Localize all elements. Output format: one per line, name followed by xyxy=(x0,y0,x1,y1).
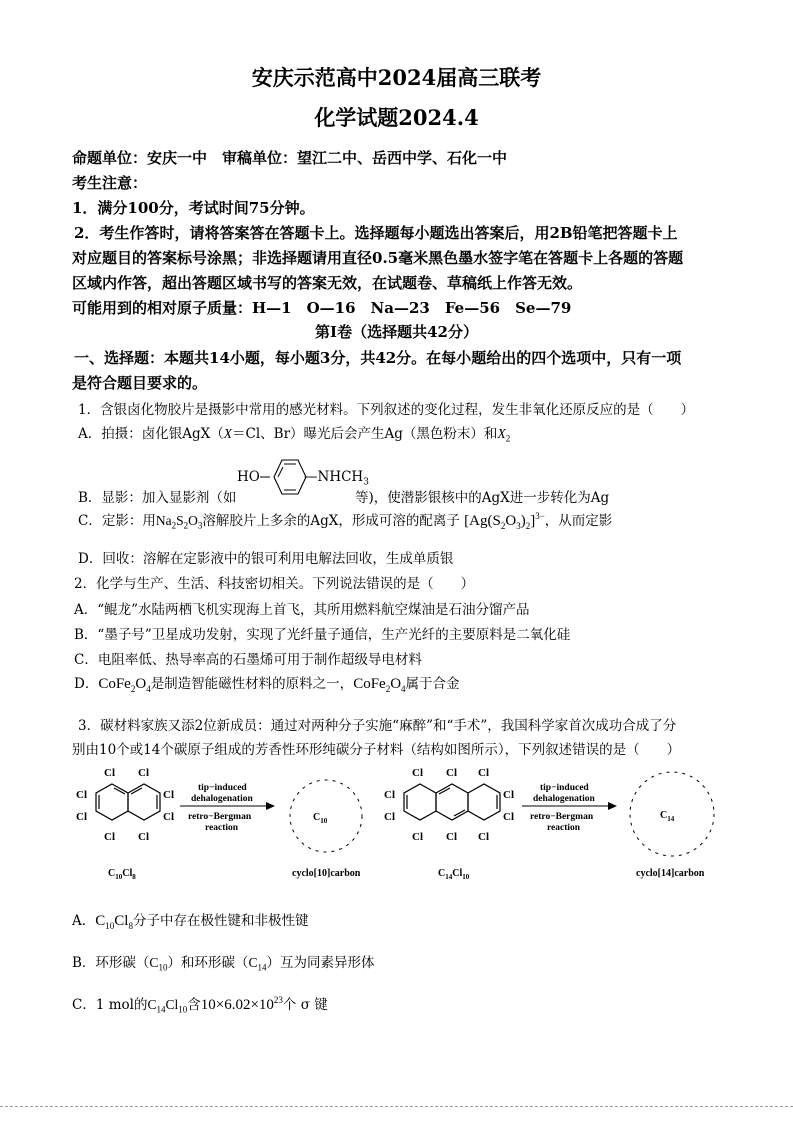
svg-text:Cl: Cl xyxy=(412,767,423,779)
note-2-line-2: 对应题目的答案标号涂黑；非选择题请用直径0.5毫米黑色墨水签字笔在答题卡上各题的答题 xyxy=(72,249,684,267)
svg-text:Cl: Cl xyxy=(104,831,115,843)
svg-text:C14: $C_{14}$ xyxy=(660,810,675,823)
q3-option-c: C．1 mol的$C_{14}Cl_{10}$含$10\times 6.02\times 10^{23}$个 σ 键 xyxy=(72,995,328,1015)
label-c10cl8: $C_{10}Cl_8$ xyxy=(108,868,136,881)
notice-title: 考生注意： xyxy=(72,174,148,192)
svg-text:Cl: Cl xyxy=(384,789,395,801)
svg-text:Cl: Cl xyxy=(503,789,514,801)
reaction-arrow-2 xyxy=(522,783,617,833)
exam-title: 安庆示范高中2024届高三联考 xyxy=(251,65,542,90)
c10cl8-structure xyxy=(96,784,160,820)
c14cl10-structure xyxy=(404,784,500,820)
svg-text:Cl: Cl xyxy=(163,789,174,801)
section-heading: 第Ⅰ卷（选择题共42分） xyxy=(315,323,478,341)
q1-option-d: D．回收：溶解在定影液中的银可利用电解法回收，生成单质银 xyxy=(78,551,454,567)
svg-text:Cl: Cl xyxy=(104,767,115,779)
label-cyclo14: cyclo[14]carbon xyxy=(636,868,705,879)
page-bottom-rule xyxy=(0,1106,793,1107)
q3-structure-figure xyxy=(70,762,730,884)
svg-text:Cl: Cl xyxy=(163,811,174,823)
cyclo14-ring xyxy=(630,772,714,856)
q1-option-b-tail: 等)，使潜影银核中的AgX进一步转化为Ag xyxy=(355,490,610,506)
q1-stem: 1．含银卤化物胶片是摄影中常用的感光材料。下列叙述的变化过程，发生非氧化还原反应的是（ ） xyxy=(78,402,695,418)
svg-text:retro−Bergman: retro−Bergman xyxy=(188,812,252,822)
q2-option-a: A．“鲲龙”水陆两栖飞机实现海上首飞，其所用燃料航空煤油是石油分馏产品 xyxy=(74,602,530,618)
q3-stem-1: 3．碳材料家族又添2位新成员：通过对两种分子实施“麻醉”和“手术”，我国科学家首次成功合成了分 xyxy=(78,718,677,734)
label-cyclo10: cyclo[10]carbon xyxy=(292,868,361,879)
q2-stem: 2．化学与生产、生活、科技密切相关。下列说法错误的是（ ） xyxy=(74,576,475,592)
svg-text:Cl: Cl xyxy=(478,767,489,779)
label-c14cl10: $C_{14}Cl_{10}$ xyxy=(438,868,470,881)
q3-option-b: B．环形碳$(C_{10})$和环形碳$(C_{14})$互为同素异形体 xyxy=(72,955,375,973)
svg-text:Cl: Cl xyxy=(384,811,395,823)
q3-option-a: A．$C_{10}Cl_8$分子中存在极性键和非极性键 xyxy=(72,913,309,931)
note-2-line-1: 2．考生作答时，请将答案答在答题卡上。选择题每小题选出答案后，用2B铅笔把答题卡上 xyxy=(74,224,678,242)
exam-subtitle: 化学试题2024.4 xyxy=(314,105,479,130)
q2-option-d: D．$CoFe_2O_4$是制造智能磁性材料的原料之一，$CoFe_2O_4$属于合金 xyxy=(74,676,460,694)
q3-stem-2: 别由10个或14个碳原子组成的芳香性环形纯碳分子材料（结构如图所示），下列叙述错误的是（ ） xyxy=(72,742,681,758)
svg-text:reaction: reaction xyxy=(205,823,239,833)
q2-option-c: C．电阻率低、热导率高的石墨烯可用于制作超级导电材料 xyxy=(74,652,422,668)
svg-text:dehalogenation: dehalogenation xyxy=(191,794,253,804)
q1-ho-label: HO xyxy=(237,469,260,485)
svg-text:Cl: Cl xyxy=(76,811,87,823)
q2-option-b: B．“墨子号”卫星成功发射，实现了光纤量子通信，生产光纤的主要原料是二氧化硅 xyxy=(74,627,571,643)
svg-text:Cl: Cl xyxy=(446,831,457,843)
cyclo10-ring xyxy=(290,780,362,852)
reaction-arrow-1 xyxy=(180,783,275,833)
q1-option-b: B．显影：加入显影剂（如 xyxy=(78,490,237,506)
q1-nhch3-label: $—NHCH_3$ xyxy=(304,469,369,488)
note-1: 1．满分100分，考试时间75分钟。 xyxy=(72,199,315,217)
svg-text:Cl: Cl xyxy=(412,831,423,843)
svg-text:Cl: Cl xyxy=(76,789,87,801)
svg-text:tip−induced: tip−induced xyxy=(198,783,247,793)
q1-option-c: C．定影：用$Na_2S_2O_3$溶解胶片上多余的AgX，形成可溶的配离子 $[Ag(S_2O_3)_2]^{3-}$，从而定影 xyxy=(78,511,613,531)
section-instructions-2: 是符合题目要求的。 xyxy=(72,374,208,392)
svg-text:Cl: Cl xyxy=(138,767,149,779)
svg-text:Cl: Cl xyxy=(446,767,457,779)
note-2-line-3: 区域内作答，超出答题区域书写的答案无效，在试题卷、草稿纸上作答无效。 xyxy=(72,274,583,292)
q1-option-a: A．拍摄：卤化银AgX（X＝Cl、Br）曝光后会产生Ag（黑色粉末）和$X_2$ xyxy=(78,426,511,444)
c10cl8-cl-labels xyxy=(76,767,174,843)
atomic-masses: 可能用到的相对原子质量：H—1 O—16 Na—23 Fe—56 Se—79 xyxy=(72,299,572,317)
svg-text:reaction: reaction xyxy=(547,823,581,833)
authoring-units: 命题单位：安庆一中 审稿单位：望江二中、岳西中学、石化一中 xyxy=(72,149,508,167)
svg-text:Cl: Cl xyxy=(138,831,149,843)
svg-text:dehalogenation: dehalogenation xyxy=(533,794,595,804)
section-instructions-1: 一、选择题：本题共14小题，每小题3分，共42分。在每小题给出的四个选项中，只有一项 xyxy=(74,349,682,367)
svg-text:Cl: Cl xyxy=(503,811,514,823)
svg-text:Cl: Cl xyxy=(478,831,489,843)
svg-text:tip−induced: tip−induced xyxy=(540,783,589,793)
svg-text:C10: $C_{10}$ xyxy=(313,812,328,825)
svg-text:retro−Bergman: retro−Bergman xyxy=(530,812,594,822)
